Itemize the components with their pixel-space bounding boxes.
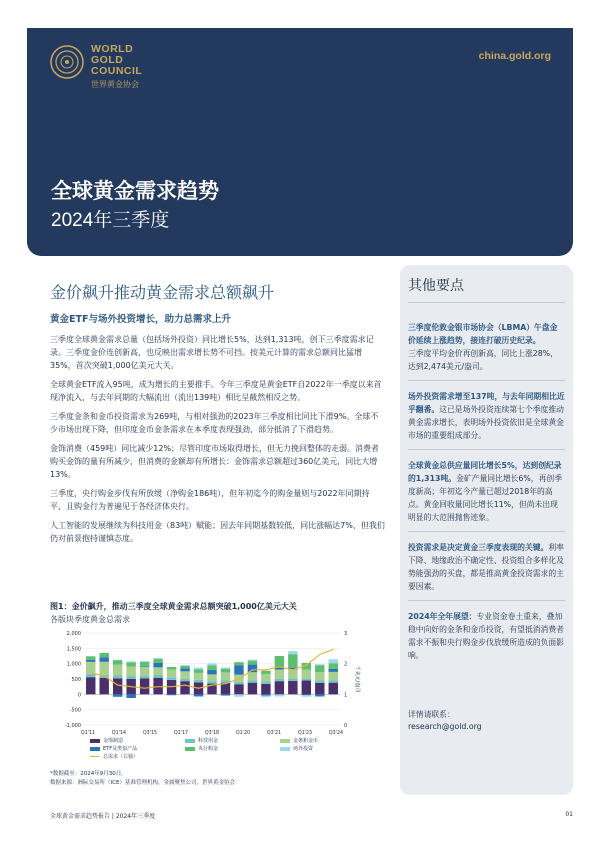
sidebar-item: 全球黄金总供应量同比增长5%，达到创纪录的1,313吨。金矿产量同比增长6%，再创季度新高；年初迄今产量已超过2018年的高点。黄金回收量同比增长11%，但尚未出现明显的大范围抛售迹象。 xyxy=(408,459,565,532)
bar-segment xyxy=(99,662,108,675)
legend-item xyxy=(90,753,138,760)
bar-segment xyxy=(329,663,338,669)
bar-segment xyxy=(153,663,162,668)
bar-segment xyxy=(261,671,270,674)
x-tick-label: Q1'23 xyxy=(297,731,313,736)
figure-footnote: *数据截至：2024年9月30日。 xyxy=(50,771,127,777)
bar-segment xyxy=(329,680,338,683)
bar-segment xyxy=(126,661,135,662)
bar-segment xyxy=(288,651,297,654)
figure-source: 数据来源：洲际交易所（ICE）基准管理机构，金属聚焦公司，世界黄金协会 xyxy=(50,780,235,786)
legend-label: ETF及类似产品 xyxy=(103,746,138,752)
bar-segment xyxy=(167,694,176,695)
x-tick-label: Q3'21 xyxy=(266,731,282,736)
bar-segment xyxy=(315,694,324,696)
bar-segment xyxy=(140,666,149,667)
page-number: 01 xyxy=(565,811,573,818)
bar-segment xyxy=(234,684,243,694)
legend-label: 总需求（右轴） xyxy=(103,754,139,760)
figure-1 xyxy=(50,601,362,786)
sidebar-item: 投资需求是决定黄金三季度表现的关键。利率下降、地缘政治不确定性、投资组合多样化及势能强劲的买盘，都是推高黄金投资需求的主要因素。 xyxy=(408,541,565,601)
bar-segment xyxy=(248,683,257,695)
y-tick-label: 1,000 xyxy=(66,661,81,668)
bar-segment xyxy=(153,658,162,659)
x-tick-label: Q3'24 xyxy=(328,731,344,736)
bar-segment xyxy=(194,668,203,670)
bar-segment xyxy=(207,663,216,665)
bar-segment xyxy=(234,662,243,665)
section-subheading: 黄金ETF与场外投资增长，助力总需求上升 xyxy=(50,314,231,325)
bar-segment xyxy=(86,674,95,677)
bar-segment xyxy=(302,694,311,695)
legend-swatch xyxy=(90,756,100,758)
bar-segment xyxy=(86,660,95,662)
bar-segment xyxy=(248,672,257,680)
sidebar-heading: 其他要点 xyxy=(408,275,565,303)
body-paragraph: 三季度全球黄金需求总量（包括场外投资）同比增长5%，达到1,313吨，创下三季度需求记录。三季度金价连创新高，也反映出需求增长势不可挡。按美元计算的需求总额同比猛增35%，首次突破1,000亿美元大关。 xyxy=(50,335,374,370)
wgc-logo[interactable] xyxy=(49,42,169,100)
legend-swatch xyxy=(185,747,195,751)
bar-segment xyxy=(194,680,203,682)
bar-segment xyxy=(329,659,338,663)
bar-segment xyxy=(315,672,324,680)
bar-segment xyxy=(180,668,189,671)
bar-segment xyxy=(221,669,230,673)
bar-segment xyxy=(99,653,108,657)
legend-label: 金饰制造 xyxy=(103,738,124,744)
bar-segment xyxy=(167,677,176,680)
bar-segment xyxy=(275,679,284,681)
body-paragraph: 三季度，央行购金步伐有所放缓（净购金186吨），但年初迄今的购金量则与2022年同期持平，且购金行为普遍见于各经济体央行。 xyxy=(50,489,370,511)
legend-swatch xyxy=(185,739,195,743)
bar-segment xyxy=(207,670,216,675)
y2-tick-label: 2 xyxy=(344,661,348,668)
bar-segment xyxy=(113,660,122,665)
bar-segment xyxy=(113,665,122,676)
bar-segment xyxy=(275,694,284,696)
bar-segment xyxy=(329,669,338,672)
x-tick-label: Q1'14 xyxy=(111,731,127,736)
bar-segment xyxy=(126,667,135,677)
bar-segment xyxy=(288,669,297,678)
sidebar-item: 三季度伦敦金银市场协会（LBMA）午盘金价延续上涨趋势，接连打破历史纪录。 三季度平均金价再创新高，同比上涨28%，达到2,474美元/盎司。 xyxy=(408,321,565,381)
report-subtitle: 2024年三季度 xyxy=(51,210,170,231)
bar-segment xyxy=(221,672,230,680)
bar-segment xyxy=(275,656,284,667)
sidebar-item: 2024年全年展望：专业资金卷土重来，叠加稳中向好的金条和金币投资，有望抵消消费者需求不振和央行购金步伐放缓所造成的负面影响。 xyxy=(408,612,564,660)
bar-segment xyxy=(248,660,257,661)
legend-item xyxy=(280,737,318,744)
site-url[interactable]: china.gold.org xyxy=(478,50,551,62)
bar-segment xyxy=(180,666,189,668)
bar-segment xyxy=(288,654,297,667)
y2-axis-label: 千美元/盎司 xyxy=(354,665,360,693)
body-paragraph: 三季度金条和金币投资需求为269吨，与相对强劲的2023年三季度相比同比下滑9%。全球不少市场出现下降，但印度金币金条需求在本季度表现强劲，部分抵消了下滑趋势。 xyxy=(50,412,379,434)
y-tick-label: 500 xyxy=(71,677,81,683)
y-tick-label: 0 xyxy=(77,692,81,699)
bar-segment xyxy=(180,681,189,694)
bar-segment xyxy=(288,681,297,694)
x-tick-label: Q1'17 xyxy=(173,731,189,736)
bar-segment xyxy=(180,679,189,681)
page-footer xyxy=(50,811,573,820)
y2-tick-label: 1 xyxy=(344,692,348,699)
bar-segment xyxy=(99,678,108,695)
bar-segment xyxy=(140,678,149,694)
bar-segment xyxy=(315,681,324,683)
bar-segment xyxy=(194,673,203,680)
bar-segment xyxy=(302,695,311,697)
bar-segment xyxy=(126,694,135,698)
bar-segment xyxy=(275,681,284,694)
bar-segment xyxy=(234,666,243,675)
bar-segment xyxy=(302,670,311,679)
bar-segment xyxy=(207,674,216,681)
bar-segment xyxy=(167,667,176,670)
sidebar-highlights xyxy=(400,265,573,795)
legend-swatch xyxy=(280,739,290,743)
bar-segment xyxy=(248,661,257,665)
legend-swatch xyxy=(90,739,100,743)
bar-segment xyxy=(302,678,311,680)
bar-segment xyxy=(153,659,162,663)
bar-segment xyxy=(153,678,162,695)
y-tick-label: 1,500 xyxy=(66,646,81,653)
bar-segment xyxy=(126,676,135,679)
body-paragraph: 全球黄金ETF流入95吨，成为增长的主要推手。今年三季度是黄金ETF自2022年一季度以来首现净流入，与去年同期的大幅流出（流出139吨）相比呈截然相反之势。 xyxy=(50,380,382,402)
x-tick-label: Q1'20 xyxy=(235,731,251,736)
bar-segment xyxy=(180,671,189,678)
body-paragraph: 人工智能的发展继续为科技用金（83吨）赋能；因去年同期基数较低，同比涨幅达7%，但我们仍对前景抱持谨慎态度。 xyxy=(50,521,385,543)
bar-segment xyxy=(140,661,149,662)
legend-label: 金条和金币 xyxy=(293,738,319,744)
footer-report-name: 全球黄金需求趋势报告 | 2024年三季度 xyxy=(50,813,156,820)
bar-segment xyxy=(140,667,149,676)
bar-segment xyxy=(113,694,122,696)
logo-chinese-name: 世界黄金协会 xyxy=(91,80,139,89)
legend-label: 央行购金 xyxy=(198,746,219,752)
legend-swatch xyxy=(90,747,100,751)
legend-item xyxy=(185,745,218,752)
bar-segment xyxy=(221,668,230,669)
x-tick-label: Q1'11 xyxy=(80,731,96,736)
legend-item xyxy=(185,737,218,744)
contact-block xyxy=(408,709,565,733)
y-tick-label: -1,000 xyxy=(64,723,81,729)
sidebar-item: 场外投资需求增至137吨，与去年同期相比近乎翻番。这已是场外投资连续第七个季度推动黄金需求增长，表明场外投资依旧是全球黄金市场的重要组成部分。 xyxy=(408,390,565,450)
y2-tick-label: 3 xyxy=(344,631,348,637)
bar-segment xyxy=(302,681,311,695)
legend-item xyxy=(90,745,137,752)
section-heading: 金价飙升推动黄金需求总额飙升 xyxy=(50,283,275,302)
legend-label: 场外投资 xyxy=(293,746,314,752)
bar-segment xyxy=(261,684,270,694)
bar-segment xyxy=(315,683,324,694)
y2-tick-label: 0 xyxy=(344,723,348,729)
bar-segment xyxy=(329,683,338,695)
bar-segment xyxy=(99,657,108,662)
logo-wordmark: WORLD GOLD COUNCIL xyxy=(91,43,143,77)
bar-segment xyxy=(86,662,95,674)
legend-item xyxy=(90,737,123,744)
legend-label: 科技用金 xyxy=(198,738,219,744)
bar-segment xyxy=(315,665,324,672)
body-paragraph: 金饰消费（459吨）同比减少12%；尽管印度市场取得增长，但无力挽回整体的走弱。消费者购买金饰的量有所减少，但消费的金额却有所增长：金饰需求总额超过360亿美元，同比大增13%。 xyxy=(50,444,380,479)
bar-segment xyxy=(329,672,338,680)
bar-segment xyxy=(194,669,203,672)
bar-segment xyxy=(140,662,149,666)
y-tick-label: -500 xyxy=(69,707,81,714)
main-content xyxy=(50,280,385,551)
bar-segment xyxy=(207,681,216,683)
bar-segment xyxy=(140,676,149,679)
bar-segment xyxy=(167,670,176,678)
bar-segment xyxy=(275,669,284,678)
legend-item xyxy=(280,745,313,752)
bar-segment xyxy=(86,677,95,694)
bar-segment xyxy=(194,694,203,696)
logo-ring-icon xyxy=(49,44,85,80)
bar-segment xyxy=(234,694,243,696)
bar-segment xyxy=(207,666,216,670)
bar-segment xyxy=(261,681,270,683)
bar-segment xyxy=(288,678,297,680)
contact-email-link[interactable]: research@gold.org xyxy=(408,722,482,731)
x-tick-label: Q3'15 xyxy=(142,731,158,736)
bar-segment xyxy=(221,694,230,695)
contact-label: 详情请联系： xyxy=(408,710,455,719)
bar-segment xyxy=(248,665,257,673)
bar-segment xyxy=(113,678,122,694)
bar-segment xyxy=(234,682,243,684)
bar-segment xyxy=(315,664,324,665)
legend-swatch xyxy=(280,747,290,751)
bar-segment xyxy=(261,674,270,681)
y-tick-label: 2,000 xyxy=(66,631,81,637)
x-tick-label: Q3'18 xyxy=(204,731,220,736)
bar-segment xyxy=(261,694,270,695)
report-title: 全球黄金需求趋势 xyxy=(51,179,219,203)
bar-segment xyxy=(153,675,162,678)
figure-title: 图1：金价飙升，推动三季度全球黄金需求总额突破1,000亿美元大关 xyxy=(50,602,297,611)
figure-subtitle: 各版块季度黄金总需求 xyxy=(50,615,130,624)
bar-segment xyxy=(153,667,162,675)
bar-segment xyxy=(113,675,122,678)
bar-segment xyxy=(261,696,270,698)
bar-segment xyxy=(126,662,135,666)
cover-header xyxy=(27,28,573,256)
bar-segment xyxy=(86,656,95,660)
bar-segment xyxy=(180,665,189,666)
bar-segment xyxy=(248,680,257,682)
